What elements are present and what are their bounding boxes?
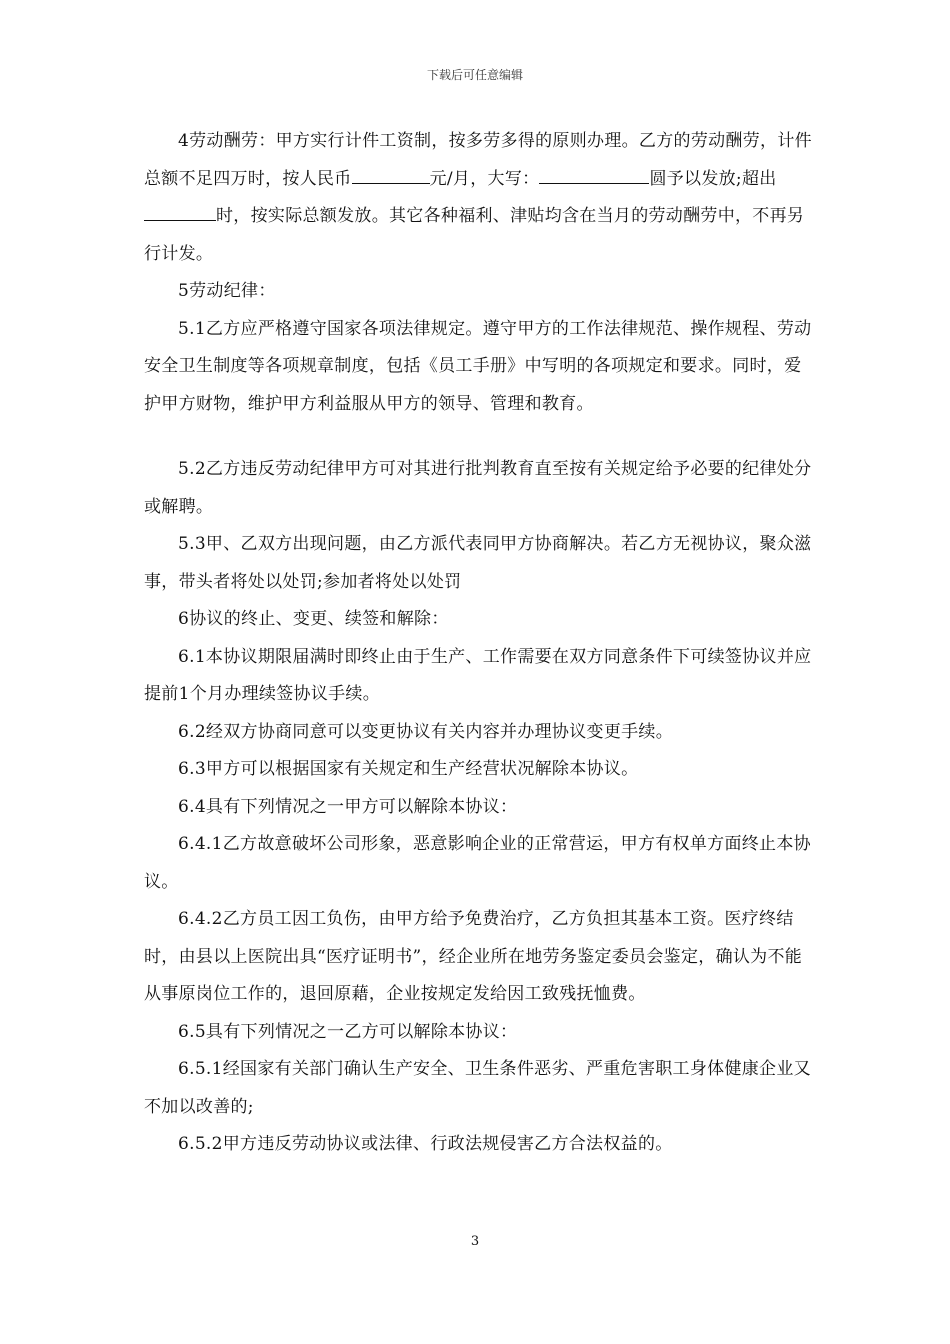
paragraph-6-4-2: 6.4.2乙方员工因工负伤，由甲方给予免费治疗，乙方负担其基本工资。医疗终结时，由县以上医院出具“医疗证明书”，经企业所在地劳务鉴定委员会鉴定，确认为不能从事原岗位工作的，退回原藉，企业按规定发给因工致残抚恤费。 [144, 909, 803, 1004]
page-header: 下载后可任意编辑 [426, 68, 523, 82]
paragraph-6-termination: 6协议的终止、变更、续签和解除： [178, 609, 449, 629]
page-number: 3 [470, 1234, 480, 1249]
blank-amount-line [352, 165, 430, 184]
paragraph-6-4-1: 6.4.1乙方故意破坏公司形象，恶意影响企业的正常营运，甲方有权单方面终止本协议。 [144, 834, 811, 892]
paragraph-5-1: 5.1乙方应严格遵守国家各项法律规定。遵守甲方的工作法律规范、操作规程、劳动安全卫生制度等各项规章制度，包括《员工手册》中写明的各项规定和要求。同时，爱护甲方财物，维护甲方利益服从甲方的领导、管理和教育。 [144, 318, 812, 414]
paragraph-5-labor-discipline: 5劳动纪律： [178, 281, 276, 301]
paragraph-5-3: 5.3甲、乙双方出现问题，由乙方派代表同甲方协商解决。若乙方无视协议，聚众滋事，带头者将处以处罚;参加者将处以处罚 [144, 534, 812, 592]
blank-amount-words-line [539, 165, 649, 184]
paragraph-5-2: 5.2乙方违反劳动纪律甲方可对其进行批判教育直至按有关规定给予必要的纪律处分或解聘。 [144, 459, 812, 517]
paragraph-6-4: 6.4具有下列情况之一甲方可以解除本协议： [178, 796, 518, 817]
blank-threshold-line [144, 202, 216, 221]
paragraph-6-2: 6.2经双方协商同意可以变更协议有关内容并办理协议变更手续。 [178, 721, 674, 742]
paragraph-6-5-1: 6.5.1经国家有关部门确认生产安全、卫生条件恶劣、严重危害职工身体健康企业又不加以改善的; [144, 1059, 811, 1117]
paragraph-6-5-2: 6.5.2甲方违反劳动协议或法律、行政法规侵害乙方合法权益的。 [178, 1134, 673, 1154]
document-body [144, 123, 814, 1164]
paragraph-6-3: 6.3甲方可以根据国家有关规定和生产经营状况解除本协议。 [178, 759, 639, 779]
paragraph-4-labor-remuneration: 4劳动酬劳：甲方实行计件工资制，按多劳多得的原则办理。乙方的劳动酬劳，计件总额不足四万时，按人民币 元/月，大写： 圆予以发放;超出时，按实际总额发放。其它各种福利、津贴均含在当月的劳动酬劳中，不再另行计发。 [144, 131, 812, 264]
paragraph-6-5: 6.5具有下列情况之一乙方可以解除本协议： [178, 1021, 518, 1042]
paragraph-6-1: 6.1本协议期限届满时即终止由于生产、工作需要在双方同意条件下可续签协议并应提前1个月办理续签协议手续。 [144, 646, 812, 704]
